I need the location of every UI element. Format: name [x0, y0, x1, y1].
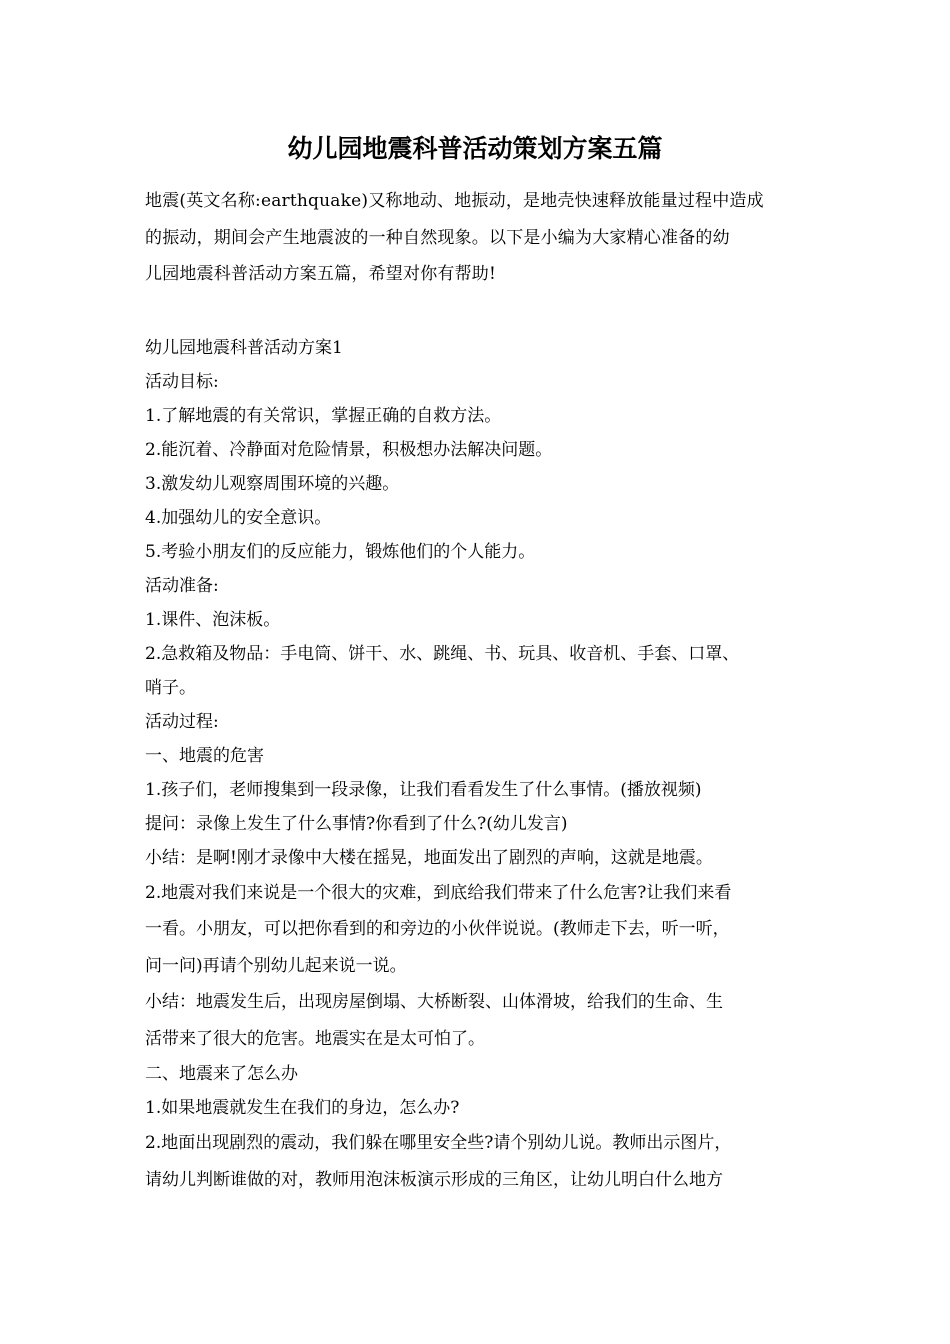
subheading-goals: 活动目标:: [145, 371, 219, 392]
process-line: 一看。小朋友，可以把你看到的和旁边的小伙伴说说。(教师走下去，听一听，: [145, 919, 730, 939]
process-line: 问一问)再请个别幼儿起来说一说。: [145, 955, 407, 976]
process-line: 2.地震对我们来说是一个很大的灾难，到底给我们带来了什么危害?让我们来看: [145, 882, 732, 903]
document-body: [145, 183, 825, 1198]
goal-item: 5.考验小朋友们的反应能力，锻炼他们的个人能力。: [145, 541, 536, 562]
section-heading: 幼儿园地震科普活动方案1: [145, 337, 343, 358]
preparation-item: 2.急救箱及物品：手电筒、饼干、水、跳绳、书、玩具、收音机、手套、口罩、: [145, 643, 740, 664]
subheading-preparation: 活动准备:: [145, 575, 219, 596]
goal-item: 1.了解地震的有关常识，掌握正确的自救方法。: [145, 405, 502, 426]
goal-item: 2.能沉着、冷静面对危险情景，积极想办法解决问题。: [145, 439, 553, 460]
intro-line-1: 地震(英文名称:earthquake)又称地动、地振动，是地壳快速释放能量过程中造成: [145, 191, 764, 211]
intro-line-2: 的振动，期间会产生地震波的一种自然现象。以下是小编为大家精心准备的幼: [145, 227, 730, 248]
process-line: 小结：是啊!刚才录像中大楼在摇晃，地面发出了剧烈的声响，这就是地震。: [145, 847, 713, 868]
document-title: 幼儿园地震科普活动策划方案五篇: [287, 134, 663, 163]
preparation-item: 1.课件、泡沫板。: [145, 609, 281, 630]
goal-item: 4.加强幼儿的安全意识。: [145, 507, 332, 528]
process-line: 1.孩子们，老师搜集到一段录像，让我们看看发生了什么事情。(播放视频): [145, 779, 702, 800]
process-line: 小结：地震发生后，出现房屋倒塌、大桥断裂、山体滑坡，给我们的生命、生: [145, 992, 723, 1012]
process-line: 2.地面出现剧烈的震动，我们躲在哪里安全些?请个别幼儿说。教师出示图片，: [145, 1133, 732, 1153]
process-part-heading: 二、地震来了怎么办: [145, 1064, 298, 1084]
process-line: 1.如果地震就发生在我们的身边，怎么办?: [145, 1098, 460, 1118]
preparation-item-cont: 哨子。: [145, 677, 196, 698]
process-part-heading: 一、地震的危害: [145, 745, 264, 766]
process-line: 活带来了很大的危害。地震实在是太可怕了。: [145, 1028, 485, 1049]
subheading-process: 活动过程:: [145, 711, 219, 732]
process-line: 请幼儿判断谁做的对，教师用泡沫板演示形成的三角区，让幼儿明白什么地方: [145, 1169, 723, 1190]
paragraph-gap: [145, 293, 825, 331]
process-line: 提问：录像上发生了什么事情?你看到了什么?(幼儿发言): [145, 813, 568, 834]
intro-line-3: 儿园地震科普活动方案五篇，希望对你有帮助!: [145, 264, 497, 284]
goal-item: 3.激发幼儿观察周围环境的兴趣。: [145, 473, 400, 494]
